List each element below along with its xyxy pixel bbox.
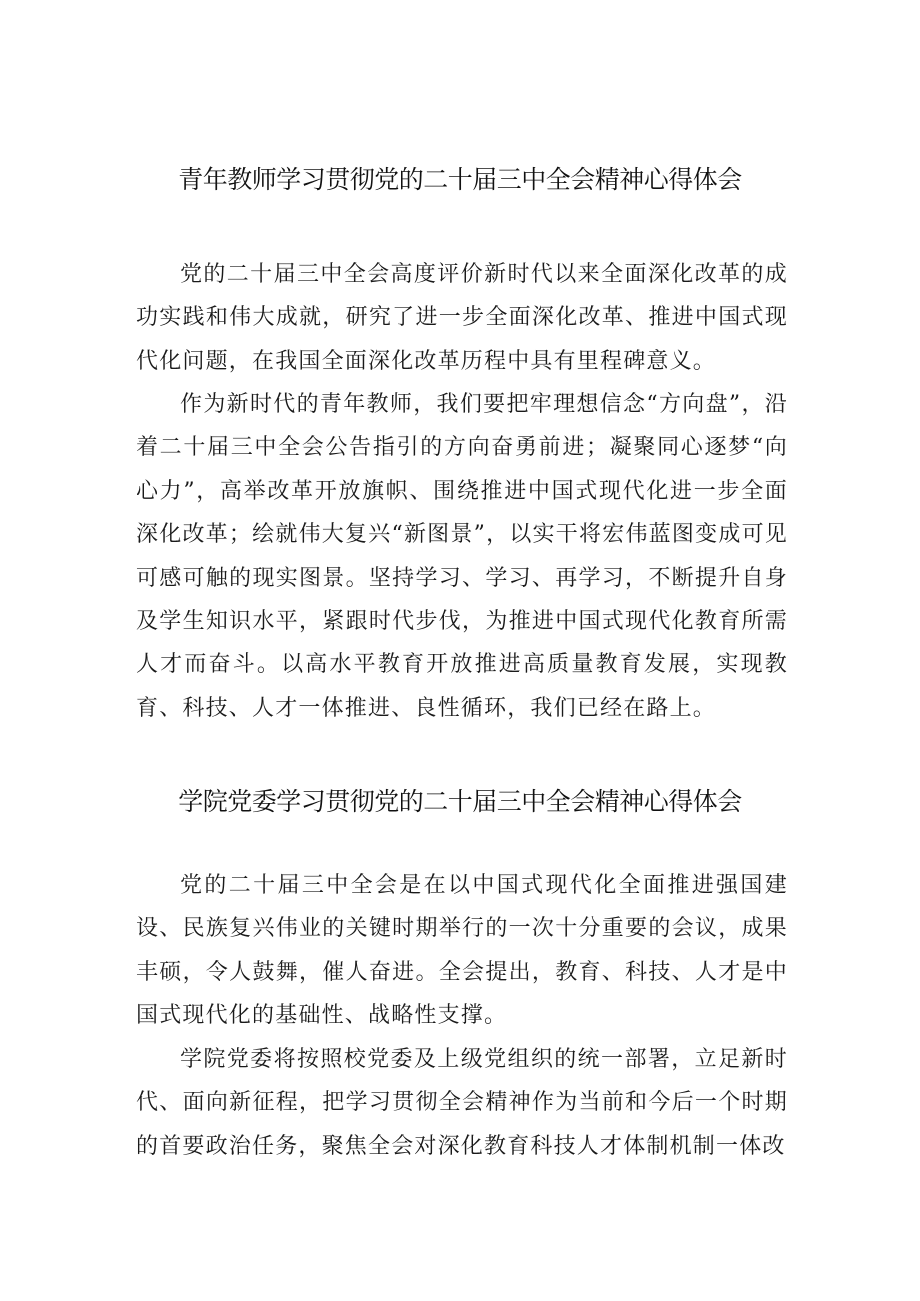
- paragraph-4: 学院党委将按照校党委及上级党组织的统一部署，立足新时代、面向新征程，把学习贯彻全会精神作为当前和今后一个时期的首要政治任务，聚焦全会对深化教育科技人才体制机制一体改: [136, 1047, 788, 1159]
- paragraph-3: 党的二十届三中全会是在以中国式现代化全面推进强国建设、民族复兴伟业的关键时期举行的一次十分重要的会议，成果丰硕，令人鼓舞，催人奋进。全会提出，教育、科技、人才是中国式现代化的基础性、战略性支撑。: [136, 873, 788, 1029]
- paragraph-2: 作为新时代的青年教师，我们要把牢理想信念“方向盘”，沿着二十届三中全会公告指引的方向奋勇前进；凝聚同心逐梦“向心力”，高举改革开放旗帜、围绕推进中国式现代化进一步全面深化改革；绘就伟大复兴“新图景”，以实干将宏伟蓝图变成可见可感可触的现实图景。坚持学习、学习、再学习，不断提升自身及学生知识水平，紧跟时代步伐，为推进中国式现代化教育所需人才而奋斗。以高水平教育开放推进高质量教育发展，实现教育、科技、人才一体推进、良性循环，我们已经在路上。: [136, 392, 788, 721]
- paragraph-1: 党的二十届三中全会高度评价新时代以来全面深化改革的成功实践和伟大成就，研究了进一步全面深化改革、推进中国式现代化问题，在我国全面深化改革历程中具有里程碑意义。: [136, 262, 788, 374]
- section-title-college-party-committee: 学院党委学习贯彻党的二十届三中全会精神心得体会: [178, 787, 742, 816]
- section-title-young-teachers: 青年教师学习贯彻党的二十届三中全会精神心得体会: [178, 165, 742, 194]
